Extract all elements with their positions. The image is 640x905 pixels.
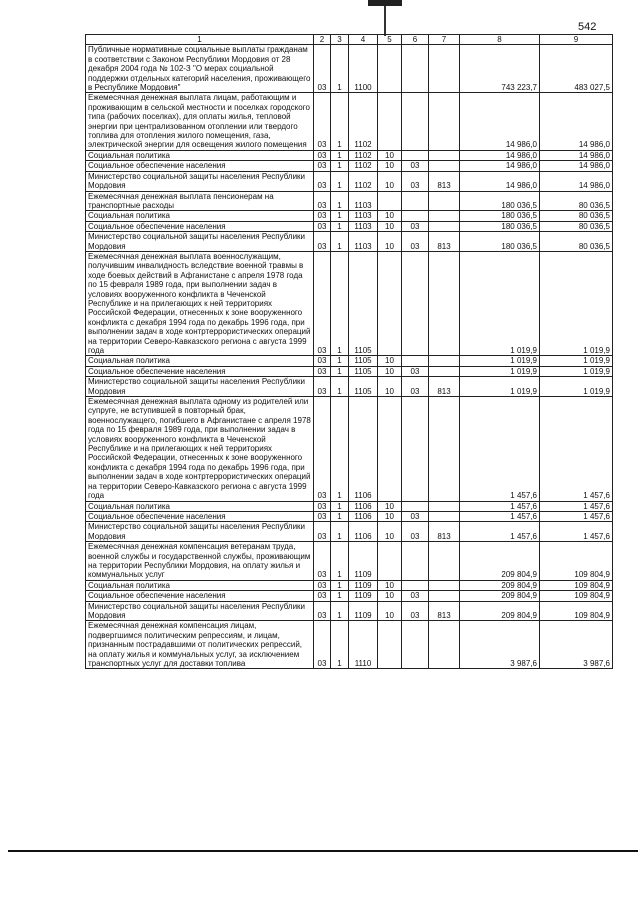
cell-c6	[402, 501, 429, 511]
header-cell: 5	[378, 35, 402, 45]
cell-c4: 1106	[349, 397, 378, 501]
cell-amount-1: 180 036,5	[460, 191, 540, 211]
page-number: 542	[578, 21, 597, 33]
table-row	[86, 511, 613, 521]
cell-c6: 03	[402, 171, 429, 191]
cell-amount-2: 14 986,0	[540, 93, 613, 150]
cell-amount-2: 80 036,5	[540, 232, 613, 252]
cell-c3: 1	[331, 542, 349, 581]
cell-amount-1: 14 986,0	[460, 93, 540, 150]
cell-c6	[402, 93, 429, 150]
cell-c7	[429, 621, 460, 669]
cell-c5: 10	[378, 522, 402, 542]
cell-amount-2: 80 036,5	[540, 221, 613, 231]
cell-c2: 03	[314, 366, 331, 376]
cell-c4: 1102	[349, 171, 378, 191]
table-row	[86, 580, 613, 590]
cell-c2: 03	[314, 211, 331, 221]
cell-amount-2: 80 036,5	[540, 211, 613, 221]
cell-c4: 1109	[349, 601, 378, 621]
cell-amount-1: 180 036,5	[460, 221, 540, 231]
cell-c5: 10	[378, 221, 402, 231]
cell-c5: 10	[378, 377, 402, 397]
cell-c4: 1103	[349, 221, 378, 231]
cell-c5: 10	[378, 601, 402, 621]
cell-c6	[402, 621, 429, 669]
row-name: Социальное обеспечение населения	[86, 221, 314, 231]
cell-c2: 03	[314, 232, 331, 252]
cell-c4: 1109	[349, 542, 378, 581]
cell-c4: 1103	[349, 232, 378, 252]
cell-c4: 1106	[349, 511, 378, 521]
cell-c7	[429, 221, 460, 231]
cell-c5	[378, 93, 402, 150]
table-row	[86, 150, 613, 160]
row-name: Министерство социальной защиты населения Республики Мордовия	[86, 601, 314, 621]
cell-c7	[429, 211, 460, 221]
cell-amount-2: 109 804,9	[540, 542, 613, 581]
cell-amount-1: 209 804,9	[460, 580, 540, 590]
cell-c7	[429, 191, 460, 211]
cell-c6	[402, 356, 429, 366]
header-cell: 4	[349, 35, 378, 45]
budget-table	[85, 34, 613, 669]
cell-c3: 1	[331, 93, 349, 150]
cell-c6: 03	[402, 522, 429, 542]
cell-c2: 03	[314, 251, 331, 355]
cell-c6	[402, 542, 429, 581]
header-cell: 6	[402, 35, 429, 45]
cell-c5	[378, 251, 402, 355]
cell-c7: 813	[429, 522, 460, 542]
row-name: Ежемесячная денежная компенсация лицам, подвергшимся политическим репрессиям, и лицам, признанным пострадавшими от политических репрессий, на оплату жилья и коммунальных услуг, за исключением транспортных услуг для доставки топлива	[86, 621, 314, 669]
cell-c6: 03	[402, 377, 429, 397]
cell-c4: 1105	[349, 356, 378, 366]
cell-c7	[429, 251, 460, 355]
cell-amount-2: 3 987,6	[540, 621, 613, 669]
cell-c2: 03	[314, 191, 331, 211]
header-row	[86, 35, 613, 45]
row-name: Социальное обеспечение населения	[86, 511, 314, 521]
cell-c2: 03	[314, 580, 331, 590]
cell-amount-1: 1 457,6	[460, 397, 540, 501]
cell-c6	[402, 251, 429, 355]
cell-amount-2: 109 804,9	[540, 580, 613, 590]
cell-c6: 03	[402, 161, 429, 171]
cell-c4: 1105	[349, 366, 378, 376]
cell-c5: 10	[378, 150, 402, 160]
cell-amount-2: 1 457,6	[540, 501, 613, 511]
cell-c3: 1	[331, 161, 349, 171]
cell-amount-1: 1 019,9	[460, 251, 540, 355]
cell-c5: 10	[378, 232, 402, 252]
cell-c2: 03	[314, 542, 331, 581]
cell-c4: 1105	[349, 251, 378, 355]
cell-amount-1: 1 019,9	[460, 377, 540, 397]
top-binding-stem	[384, 6, 386, 36]
cell-c7	[429, 161, 460, 171]
cell-amount-1: 14 986,0	[460, 150, 540, 160]
header-cell: 2	[314, 35, 331, 45]
cell-c6	[402, 211, 429, 221]
cell-c3: 1	[331, 621, 349, 669]
cell-c2: 03	[314, 377, 331, 397]
cell-c3: 1	[331, 232, 349, 252]
cell-c4: 1109	[349, 580, 378, 590]
cell-c4: 1106	[349, 501, 378, 511]
cell-c2: 03	[314, 397, 331, 501]
cell-amount-2: 14 986,0	[540, 161, 613, 171]
row-name: Министерство социальной защиты населения Республики Мордовия	[86, 377, 314, 397]
cell-c4: 1100	[349, 45, 378, 93]
header-cell: 7	[429, 35, 460, 45]
cell-amount-2: 109 804,9	[540, 591, 613, 601]
row-name: Социальная политика	[86, 501, 314, 511]
cell-c6: 03	[402, 591, 429, 601]
cell-amount-1: 14 986,0	[460, 171, 540, 191]
cell-c4: 1103	[349, 211, 378, 221]
cell-c5: 10	[378, 580, 402, 590]
cell-c7: 813	[429, 377, 460, 397]
cell-c3: 1	[331, 397, 349, 501]
table-row	[86, 171, 613, 191]
cell-c2: 03	[314, 591, 331, 601]
bottom-rule	[8, 850, 638, 852]
cell-c5	[378, 621, 402, 669]
cell-c3: 1	[331, 191, 349, 211]
table-row	[86, 211, 613, 221]
cell-c6: 03	[402, 366, 429, 376]
row-name: Социальная политика	[86, 211, 314, 221]
cell-c6: 03	[402, 511, 429, 521]
cell-c5: 10	[378, 501, 402, 511]
cell-c4: 1102	[349, 161, 378, 171]
cell-amount-1: 209 804,9	[460, 591, 540, 601]
cell-amount-1: 1 457,6	[460, 501, 540, 511]
cell-amount-1: 1 019,9	[460, 356, 540, 366]
cell-amount-2: 1 019,9	[540, 377, 613, 397]
cell-c3: 1	[331, 211, 349, 221]
table-row	[86, 601, 613, 621]
cell-c7	[429, 356, 460, 366]
cell-c2: 03	[314, 501, 331, 511]
header-cell: 1	[86, 35, 314, 45]
cell-amount-2: 1 019,9	[540, 251, 613, 355]
cell-c5: 10	[378, 171, 402, 191]
table-row	[86, 366, 613, 376]
cell-c6: 03	[402, 601, 429, 621]
cell-c5	[378, 397, 402, 501]
cell-c3: 1	[331, 45, 349, 93]
cell-amount-1: 180 036,5	[460, 211, 540, 221]
cell-c7	[429, 45, 460, 93]
cell-c4: 1103	[349, 191, 378, 211]
cell-c4: 1105	[349, 377, 378, 397]
cell-c2: 03	[314, 45, 331, 93]
cell-amount-2: 80 036,5	[540, 191, 613, 211]
row-name: Ежемесячная денежная компенсация ветеранам труда, военной службы и государственной службы, проживающим на территории Республики Мордовия, на оплату жилья и коммунальных услуг	[86, 542, 314, 581]
cell-amount-2: 1 019,9	[540, 356, 613, 366]
table-row	[86, 591, 613, 601]
row-name: Социальное обеспечение населения	[86, 366, 314, 376]
cell-amount-1: 1 457,6	[460, 511, 540, 521]
cell-amount-2: 14 986,0	[540, 171, 613, 191]
cell-c3: 1	[331, 580, 349, 590]
cell-c7: 813	[429, 601, 460, 621]
row-name: Публичные нормативные социальные выплаты гражданам в соответствии с Законом Республики Мордовия от 28 декабря 2004 года № 102-З "О мерах социальной поддержки отдельных категорий населения, проживающего в Республике Мордовия"	[86, 45, 314, 93]
header-cell: 3	[331, 35, 349, 45]
table-row	[86, 191, 613, 211]
row-name: Ежемесячная денежная выплата одному из родителей или супруге, не вступившей в повторный брак, военнослужащего, погибшего в Афганистане с апреля 1978 года по 15 февраля 1989 года, при выполнении задач в условиях вооруженного конфликта в Чеченской Республике и на прилегающих к ней территориях Российской Федерации, отнесенных к зоне вооруженного конфликта с декабря 1994 года по декабрь 1996 года, при выполнении задач в ходе контртеррористических операций на территории Северо-Кавказского региона с августа 1999 года	[86, 397, 314, 501]
cell-c5: 10	[378, 211, 402, 221]
cell-c5: 10	[378, 366, 402, 376]
cell-amount-1: 209 804,9	[460, 601, 540, 621]
cell-amount-1: 209 804,9	[460, 542, 540, 581]
cell-amount-1: 1 457,6	[460, 522, 540, 542]
row-name: Социальное обеспечение населения	[86, 161, 314, 171]
cell-c3: 1	[331, 150, 349, 160]
cell-c5	[378, 45, 402, 93]
cell-c6	[402, 580, 429, 590]
cell-amount-2: 109 804,9	[540, 601, 613, 621]
table-row	[86, 621, 613, 669]
cell-c4: 1106	[349, 522, 378, 542]
cell-c6: 03	[402, 232, 429, 252]
cell-c5: 10	[378, 511, 402, 521]
cell-amount-2: 483 027,5	[540, 45, 613, 93]
row-name: Ежемесячная денежная выплата пенсионерам на транспортные расходы	[86, 191, 314, 211]
cell-c2: 03	[314, 621, 331, 669]
cell-c6: 03	[402, 221, 429, 231]
table-row	[86, 45, 613, 93]
row-name: Ежемесячная денежная выплата военнослужащим, получившим инвалидность вследствие военной травмы в ходе боевых действий в Афганистане с апреля 1978 года по 15 февраля 1989 года, при выполнении задач в условиях вооруженного конфликта в Чеченской Республике и на прилегающих к ней территориях Российской Федерации, отнесенных к зоне вооруженного конфликта с декабря 1994 года по декабрь 1996 года, при выполнении задач в ходе контртеррористических операций на территории Северо-Кавказского региона с августа 1999 года	[86, 251, 314, 355]
cell-c2: 03	[314, 171, 331, 191]
cell-c3: 1	[331, 356, 349, 366]
table-row	[86, 377, 613, 397]
cell-amount-1: 180 036,5	[460, 232, 540, 252]
header-cell: 9	[540, 35, 613, 45]
cell-c5: 10	[378, 161, 402, 171]
cell-c5	[378, 542, 402, 581]
cell-c2: 03	[314, 511, 331, 521]
cell-c7	[429, 511, 460, 521]
row-name: Ежемесячная денежная выплата лицам, работающим и проживающим в сельской местности и поселках городского типа (рабочих поселках), для оплаты жилья, тепловой энергии при централизованном отоплении или твердого топлива для отопления жилого помещения, газа, электрической энергии для освещения жилого помещения	[86, 93, 314, 150]
cell-c7	[429, 580, 460, 590]
table-row	[86, 251, 613, 355]
cell-c7	[429, 93, 460, 150]
cell-c3: 1	[331, 251, 349, 355]
cell-c2: 03	[314, 161, 331, 171]
cell-c7	[429, 366, 460, 376]
cell-c5	[378, 191, 402, 211]
cell-c6	[402, 191, 429, 211]
cell-c2: 03	[314, 601, 331, 621]
cell-c3: 1	[331, 171, 349, 191]
cell-c4: 1110	[349, 621, 378, 669]
cell-amount-1: 1 019,9	[460, 366, 540, 376]
table-row	[86, 221, 613, 231]
cell-c7	[429, 501, 460, 511]
header-cell: 8	[460, 35, 540, 45]
cell-c5: 10	[378, 356, 402, 366]
cell-amount-2: 1 457,6	[540, 522, 613, 542]
cell-c2: 03	[314, 356, 331, 366]
row-name: Социальная политика	[86, 580, 314, 590]
cell-c6	[402, 150, 429, 160]
cell-c7: 813	[429, 232, 460, 252]
cell-c4: 1109	[349, 591, 378, 601]
cell-amount-1: 14 986,0	[460, 161, 540, 171]
cell-c7	[429, 542, 460, 581]
cell-c6	[402, 397, 429, 501]
table-row	[86, 232, 613, 252]
row-name: Социальное обеспечение населения	[86, 591, 314, 601]
cell-amount-1: 3 987,6	[460, 621, 540, 669]
cell-c5: 10	[378, 591, 402, 601]
cell-c7	[429, 397, 460, 501]
cell-c7	[429, 150, 460, 160]
cell-c3: 1	[331, 377, 349, 397]
cell-c7	[429, 591, 460, 601]
cell-amount-2: 1 457,6	[540, 511, 613, 521]
cell-c6	[402, 45, 429, 93]
row-name: Социальная политика	[86, 150, 314, 160]
cell-c4: 1102	[349, 93, 378, 150]
row-name: Министерство социальной защиты населения Республики Мордовия	[86, 171, 314, 191]
cell-amount-2: 14 986,0	[540, 150, 613, 160]
cell-c3: 1	[331, 221, 349, 231]
cell-c3: 1	[331, 511, 349, 521]
cell-c2: 03	[314, 150, 331, 160]
table-row	[86, 93, 613, 150]
cell-c3: 1	[331, 501, 349, 511]
cell-c3: 1	[331, 366, 349, 376]
table-row	[86, 356, 613, 366]
table-row	[86, 397, 613, 501]
table-row	[86, 542, 613, 581]
row-name: Министерство социальной защиты населения Республики Мордовия	[86, 522, 314, 542]
cell-amount-2: 1 457,6	[540, 397, 613, 501]
cell-c2: 03	[314, 221, 331, 231]
row-name: Министерство социальной защиты населения Республики Мордовия	[86, 232, 314, 252]
cell-c3: 1	[331, 591, 349, 601]
table-row	[86, 161, 613, 171]
cell-c3: 1	[331, 522, 349, 542]
cell-c2: 03	[314, 522, 331, 542]
table-row	[86, 522, 613, 542]
cell-c4: 1102	[349, 150, 378, 160]
table-row	[86, 501, 613, 511]
cell-c2: 03	[314, 93, 331, 150]
cell-amount-1: 743 223,7	[460, 45, 540, 93]
cell-c3: 1	[331, 601, 349, 621]
row-name: Социальная политика	[86, 356, 314, 366]
cell-c7: 813	[429, 171, 460, 191]
cell-amount-2: 1 019,9	[540, 366, 613, 376]
